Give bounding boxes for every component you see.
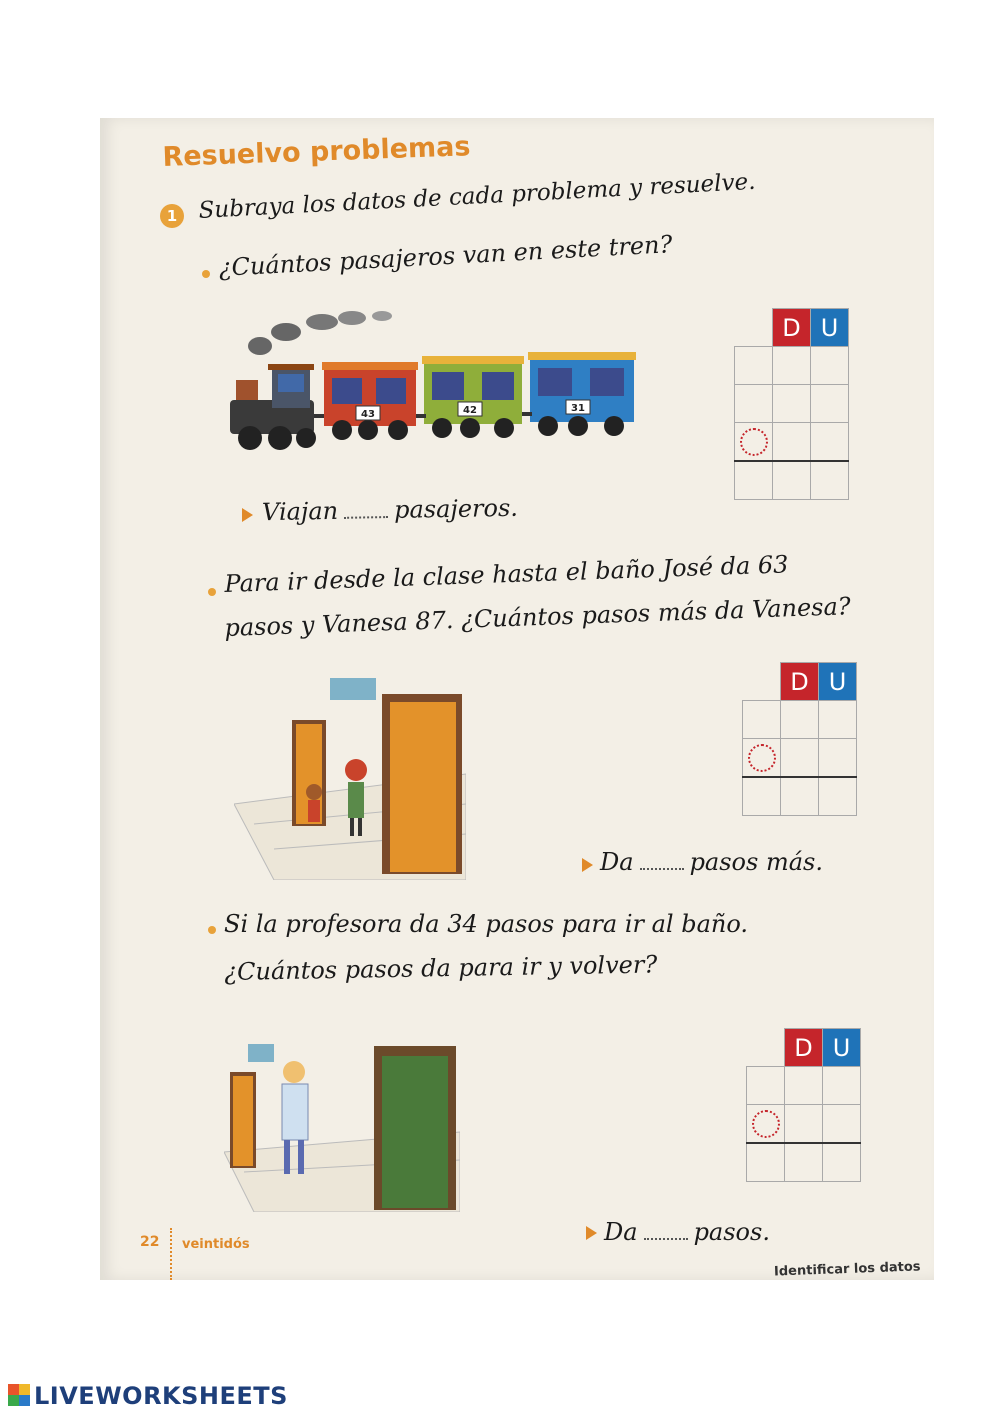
carry-circle: [748, 744, 776, 772]
place-value-grid-1: [734, 308, 849, 500]
problem-2-question-line-2: pasos y Vanesa 87. ¿Cuántos pasos más da Vanesa?: [224, 592, 852, 642]
wagon-number: 42: [463, 405, 477, 416]
grid-cell[interactable]: [781, 777, 819, 816]
grid-cell[interactable]: [819, 777, 857, 816]
units-header: U: [823, 1029, 861, 1067]
grid-cell[interactable]: [819, 701, 857, 739]
section-title: Resuelvo problemas: [162, 131, 471, 173]
brand-name: LIVEWORKSHEETS: [34, 1382, 288, 1410]
answer-blank[interactable]: [644, 1220, 688, 1240]
problem-3-question-line-1: Si la profesora da 34 pasos para ir al baño.: [224, 910, 749, 938]
answer-arrow-icon: [586, 1226, 597, 1240]
answer-suffix: pasajeros.: [393, 493, 519, 524]
units-header: U: [811, 309, 849, 347]
grid-cell[interactable]: [785, 1143, 823, 1182]
problem-1-answer: [262, 494, 518, 526]
carry-circle: [752, 1110, 780, 1138]
grid-cell[interactable]: [781, 739, 819, 778]
grid-cell[interactable]: [811, 461, 849, 500]
grid-cell[interactable]: [781, 701, 819, 739]
bullet-icon: [208, 588, 216, 596]
problem-2-question-line-1: Para ir desde la clase hasta el baño José da 63: [224, 550, 789, 598]
grid-cell[interactable]: [823, 1067, 861, 1105]
page-number-word: veintidós: [182, 1237, 250, 1252]
answer-suffix: pasos.: [693, 1218, 770, 1246]
exercise-number-badge: 1: [160, 204, 184, 228]
problem-3-question-line-2: ¿Cuántos pasos da para ir y volver?: [224, 950, 658, 986]
answer-arrow-icon: [242, 508, 253, 522]
wagon-number: 31: [571, 403, 585, 414]
grid-cell[interactable]: [773, 461, 811, 500]
answer-prefix: Da: [600, 848, 634, 876]
answer-prefix: Da: [604, 1218, 638, 1246]
answer-blank[interactable]: [344, 498, 388, 519]
tens-header: D: [785, 1029, 823, 1067]
wagon-number: 43: [361, 409, 375, 420]
page-number: 22: [140, 1234, 160, 1250]
grid-cell[interactable]: [773, 347, 811, 385]
grid-cell[interactable]: [785, 1067, 823, 1105]
grid-cell[interactable]: [773, 385, 811, 423]
grid-cell[interactable]: [811, 385, 849, 423]
tens-header: D: [773, 309, 811, 347]
grid-cell[interactable]: [785, 1105, 823, 1144]
footer-topic: Identificar los datos: [773, 1259, 921, 1280]
grid-cell[interactable]: [773, 423, 811, 462]
answer-suffix: pasos más.: [689, 848, 823, 876]
problem-1-question: ¿Cuántos pasajeros van en este tren?: [218, 230, 674, 282]
train-illustration: [226, 304, 642, 454]
liveworksheets-logo-icon: [8, 1384, 30, 1406]
exercise-instruction: Subraya los datos de cada problema y resuelve.: [198, 168, 757, 224]
place-value-grid-2: [742, 662, 857, 816]
bullet-icon: [202, 270, 210, 278]
problem-2-answer: [600, 848, 823, 876]
worksheet-page: [100, 118, 934, 1280]
answer-arrow-icon: [582, 858, 593, 872]
grid-cell[interactable]: [811, 423, 849, 462]
problem-3-answer: [604, 1218, 770, 1246]
grid-cell[interactable]: [823, 1143, 861, 1182]
answer-blank[interactable]: [640, 850, 684, 870]
place-value-grid-3: [746, 1028, 861, 1182]
grid-cell[interactable]: [811, 347, 849, 385]
answer-prefix: Viajan: [261, 496, 339, 527]
bullet-icon: [208, 926, 216, 934]
footer-divider: [170, 1228, 172, 1280]
units-header: U: [819, 663, 857, 701]
teacher-hallway-illustration: [224, 1042, 460, 1212]
hallway-illustration: [234, 674, 466, 880]
grid-cell[interactable]: [819, 739, 857, 778]
grid-cell[interactable]: [823, 1105, 861, 1144]
carry-circle: [740, 428, 768, 456]
tens-header: D: [781, 663, 819, 701]
